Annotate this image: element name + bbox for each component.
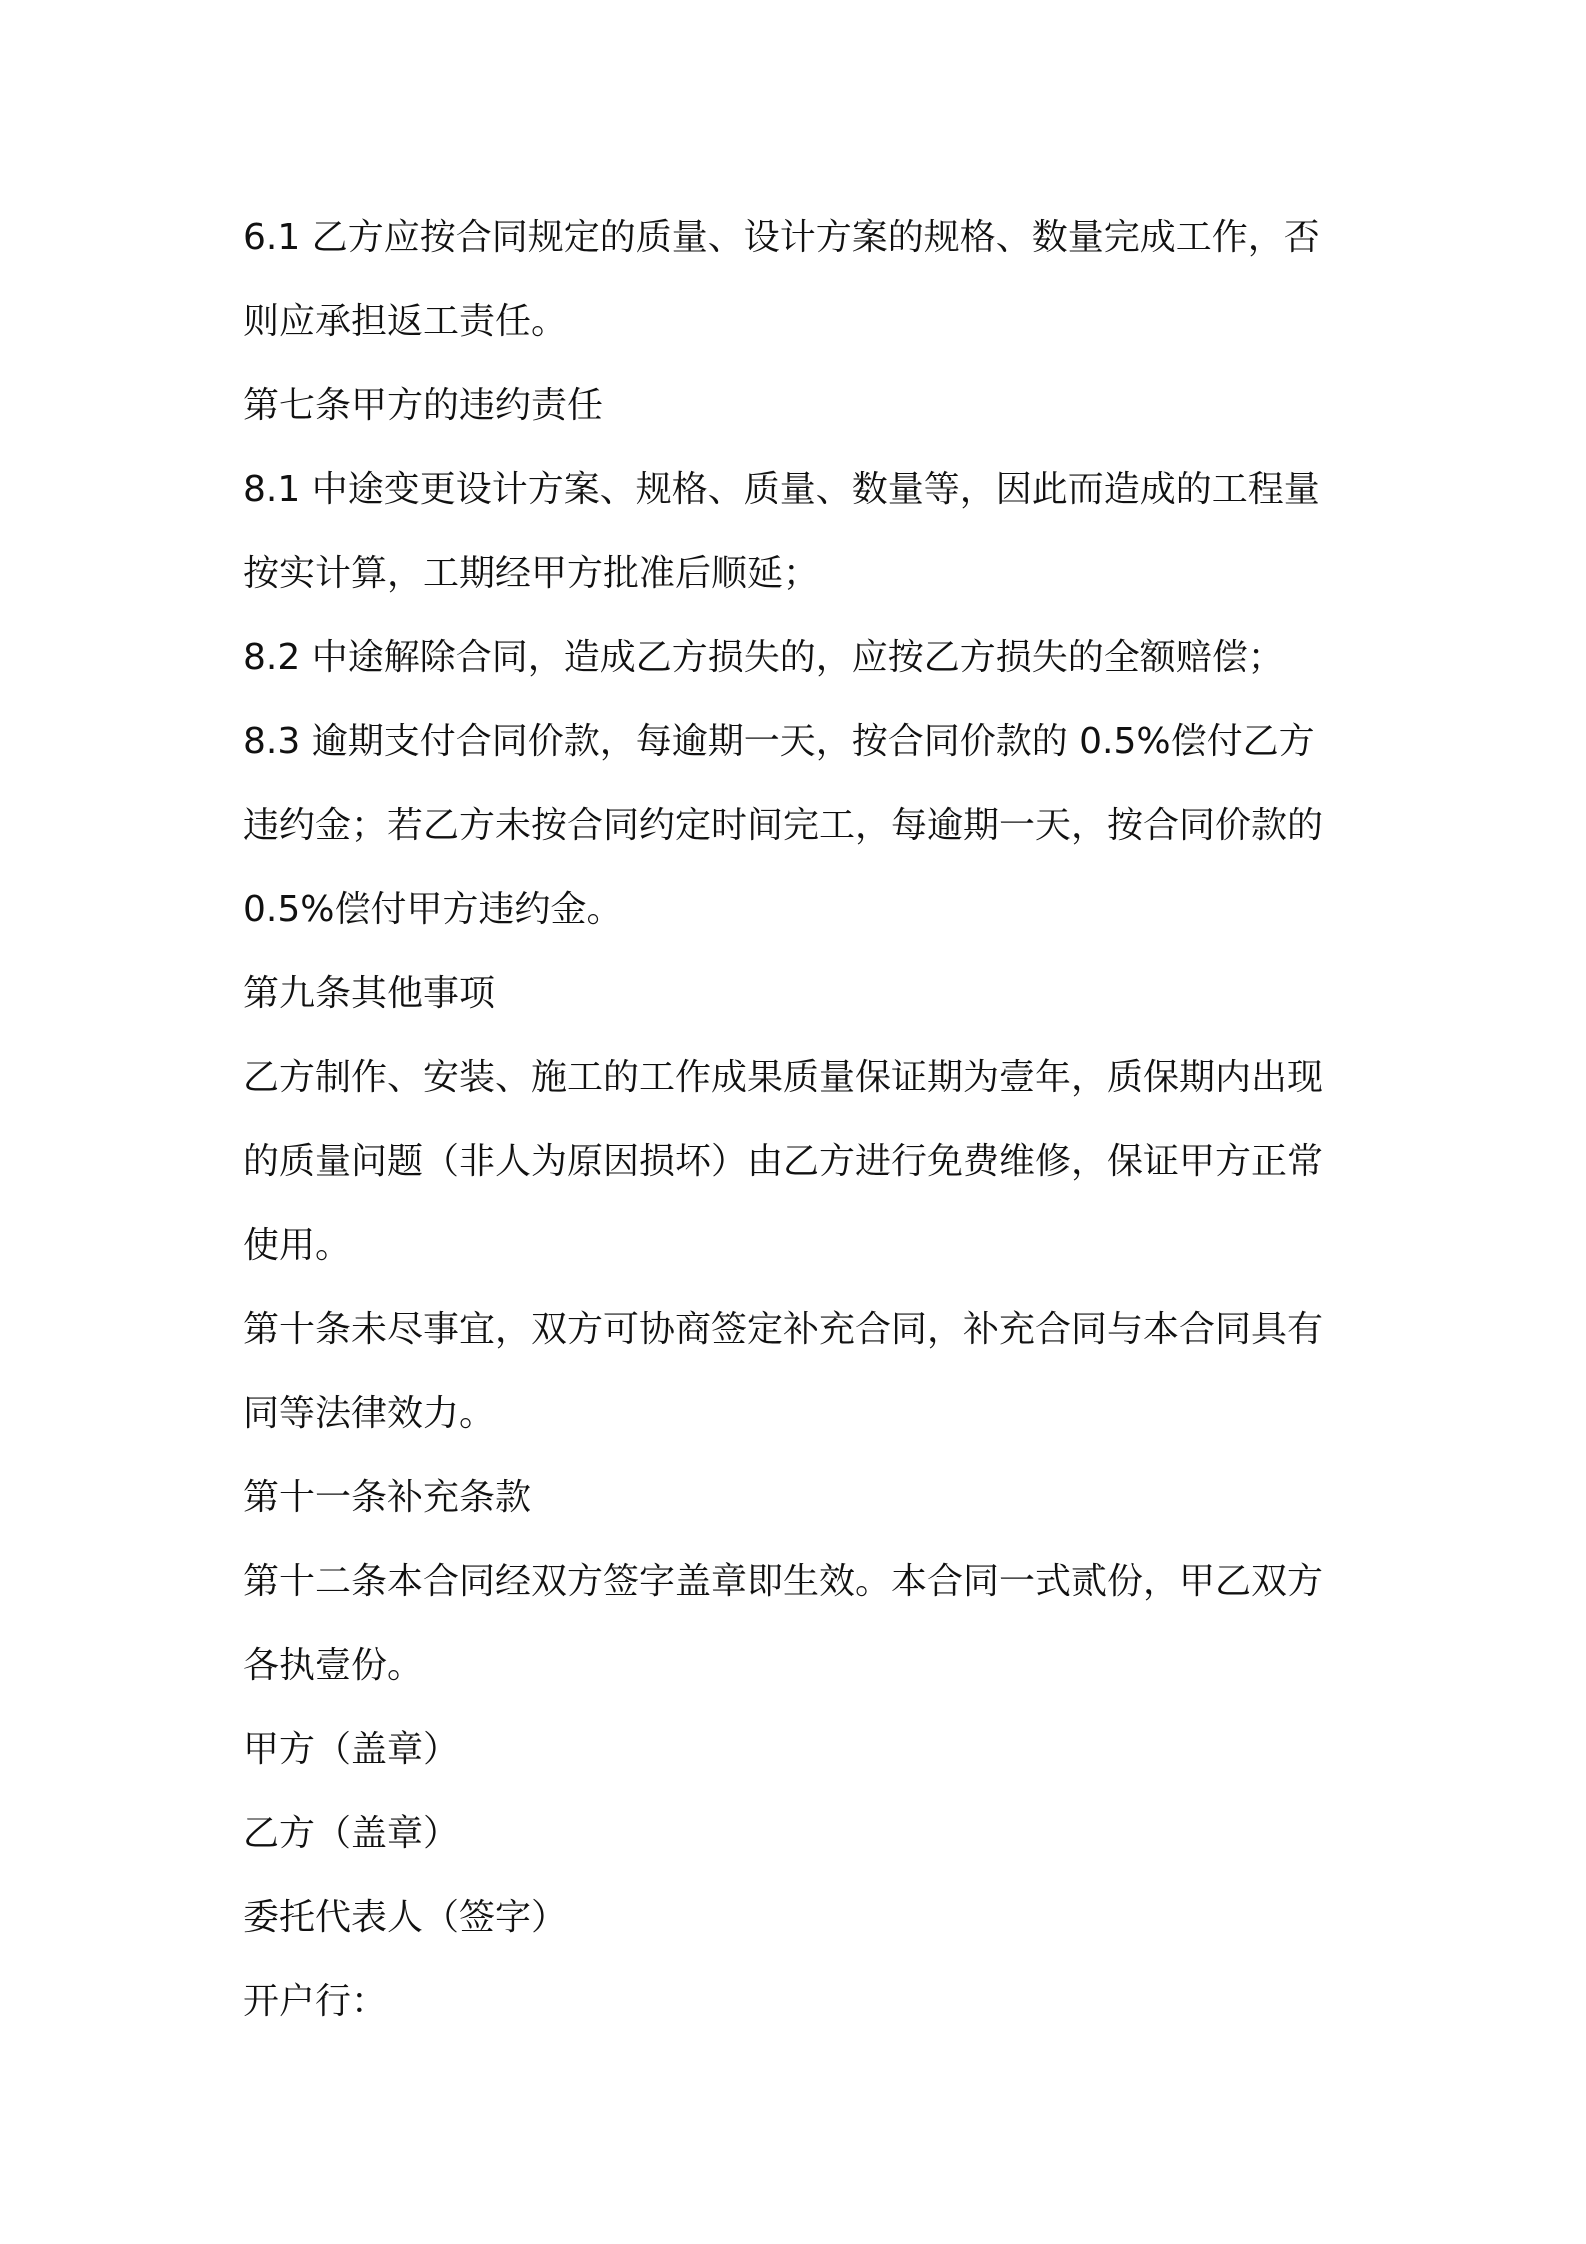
- article-11-heading: 第十一条补充条款: [243, 1477, 532, 1518]
- bank-label: 开户行：: [243, 1981, 388, 2022]
- clause-6-1-line-2: 则应承担返工责任。: [243, 301, 568, 342]
- article-9-text-line-3: 使用。: [243, 1225, 352, 1266]
- article-10-line-1: 第十条未尽事宜，双方可协商签定补充合同，补充合同与本合同具有: [243, 1309, 1324, 1350]
- article-10-line-2: 同等法律效力。: [243, 1393, 496, 1434]
- representative-signature-label: 委托代表人（签字）: [243, 1897, 568, 1938]
- clause-6-1-line-1: 6.1 乙方应按合同规定的质量、设计方案的规格、数量完成工作，否: [243, 217, 1320, 258]
- clause-8-1-line-2: 按实计算，工期经甲方批准后顺延；: [243, 553, 820, 594]
- article-12-line-2: 各执壹份。: [243, 1645, 424, 1686]
- clause-8-3-line-3: 0.5%偿付甲方违约金。: [243, 889, 623, 930]
- article-12-line-1: 第十二条本合同经双方签字盖章即生效。本合同一式贰份，甲乙双方: [243, 1561, 1324, 1602]
- document-page: [243, 196, 1363, 2044]
- clause-8-1-line-1: 8.1 中途变更设计方案、规格、质量、数量等，因此而造成的工程量: [243, 469, 1320, 510]
- article-9-heading: 第九条其他事项: [243, 973, 496, 1014]
- party-b-seal-label: 乙方（盖章）: [243, 1813, 460, 1854]
- article-7-heading: 第七条甲方的违约责任: [243, 385, 604, 426]
- clause-8-3-line-2: 违约金；若乙方未按合同约定时间完工，每逾期一天，按合同价款的: [243, 805, 1324, 846]
- article-9-text-line-1: 乙方制作、安装、施工的工作成果质量保证期为壹年，质保期内出现: [243, 1057, 1324, 1098]
- clause-8-3-line-1: 8.3 逾期支付合同价款，每逾期一天，按合同价款的 0.5%偿付乙方: [243, 721, 1315, 762]
- article-9-text-line-2: 的质量问题（非人为原因损坏）由乙方进行免费维修，保证甲方正常: [243, 1141, 1324, 1182]
- party-a-seal-label: 甲方（盖章）: [243, 1729, 460, 1770]
- clause-8-2: 8.2 中途解除合同，造成乙方损失的，应按乙方损失的全额赔偿；: [243, 637, 1284, 678]
